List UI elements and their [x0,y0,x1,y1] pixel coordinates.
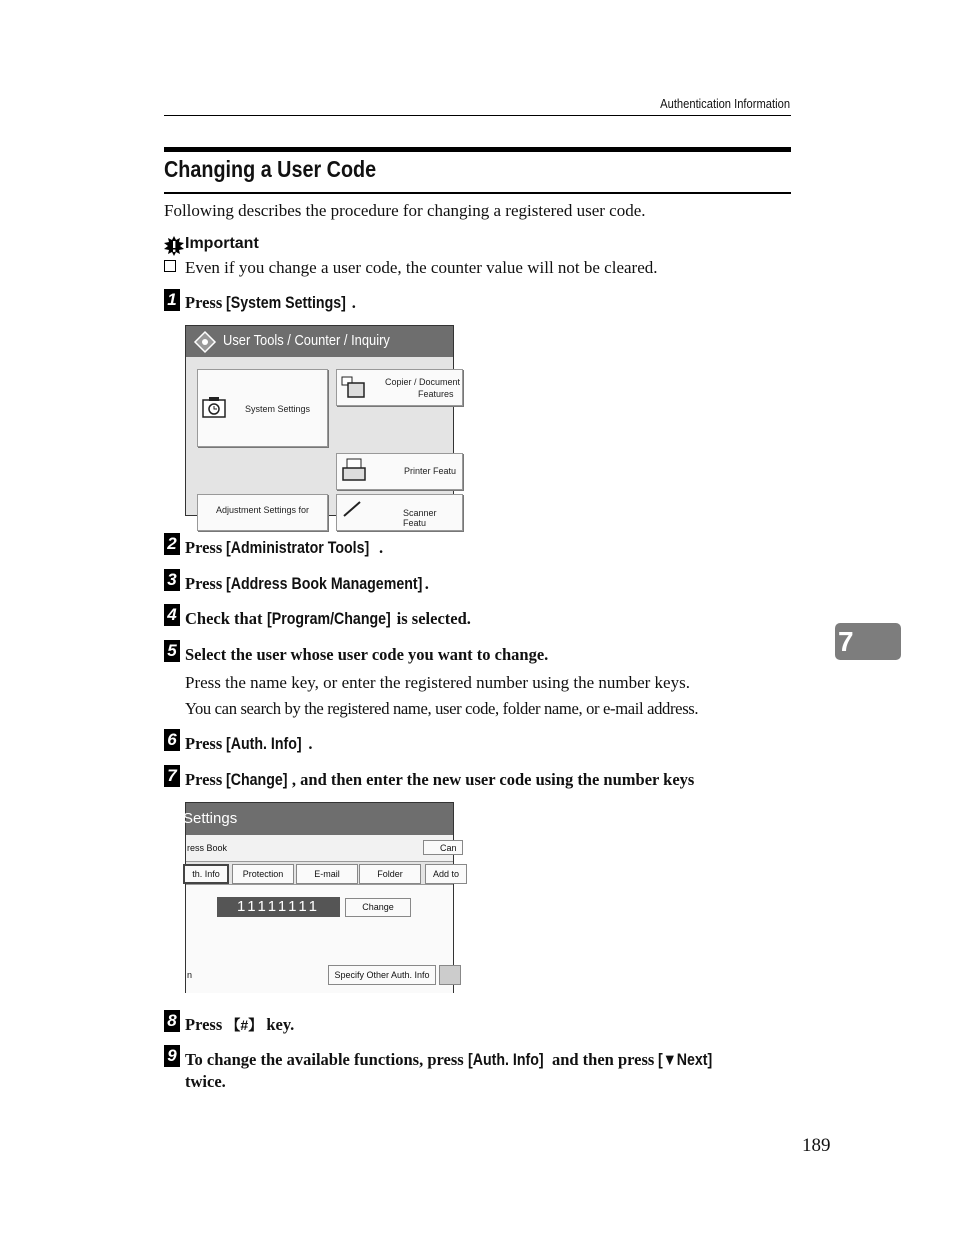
tab-add-to[interactable]: Add to [425,864,467,884]
system-settings-button[interactable]: System Settings [197,369,328,447]
breadcrumb: ress Book [187,843,228,853]
auth-info-screenshot [183,802,460,993]
tab-protection[interactable]: Protection [232,864,294,884]
step-7: Press [Change] , and then enter the new user code using the number keys [185,770,695,789]
important-note: Even if you change a user code, the counter value will not be cleared. [185,258,658,277]
section-title: Changing a User Code [164,156,377,182]
screen-title-bar [186,326,453,357]
step-5: Select the user whose user code you want to change. [185,645,549,664]
user-code-field[interactable]: 11111111 [217,897,340,917]
title-rule [164,192,791,194]
breadcrumb-bar [186,835,457,862]
step-number-5: 5 [164,640,180,662]
step-5-detail-1: Press the name key, or enter the registered number using the number keys. [185,673,690,692]
important-icon [164,236,184,256]
step-number-8: 8 [164,1010,180,1032]
step-6: Press [Auth. Info] . [185,734,313,753]
specify-other-auth-info-button[interactable]: Specify Other Auth. Info [328,965,436,985]
tab-email[interactable]: E-mail [296,864,358,884]
scroll-button[interactable] [439,965,461,985]
title-bar [164,147,791,152]
step-9-line-2: twice. [185,1072,226,1091]
step-number-1: 1 [164,289,180,311]
running-header: Authentication Information [660,96,790,111]
page-number: 189 [802,1135,831,1156]
step-number-3: 3 [164,569,180,591]
step-1: Press [System Settings] . [185,293,356,312]
screen-title: Settings [183,810,238,827]
cancel-button[interactable]: Can [423,840,463,855]
step-8: Press 【#】 key. [185,1015,295,1034]
left-label: n [187,970,193,980]
step-number-7: 7 [164,765,180,787]
step-9: To change the available functions, press [Auth. Info] and then press [▼Next] [185,1050,713,1069]
copier-features-button[interactable]: Copier / Document Features [336,369,463,406]
header-rule [164,115,791,116]
step-number-9: 9 [164,1045,180,1067]
step-3: Press [Address Book Management] . [185,574,429,593]
step-number-2: 2 [164,533,180,555]
scanner-icon [342,498,364,518]
printer-features-button[interactable]: Printer Featu [336,453,463,490]
tab-folder[interactable]: Folder [359,864,421,884]
scanner-features-button[interactable]: Scanner Featu [336,494,463,531]
important-label: Important [185,235,259,252]
step-5-detail-2: You can search by the registered name, user code, folder name, or e-mail address. [185,699,699,718]
screen-title-bar [183,803,453,835]
clock-icon [202,396,226,418]
step-2: Press [Administrator Tools] . [185,538,384,557]
copier-icon [340,375,366,399]
step-number-4: 4 [164,604,180,626]
step-4: Check that [Program/Change] is selected. [185,609,471,628]
chapter-tab: 7 [835,623,901,660]
intro-text: Following describes the procedure for changing a registered user code. [164,201,646,220]
printer-icon [342,458,366,484]
user-tools-icon [194,331,216,353]
screen-title: User Tools / Counter / Inquiry [223,332,390,349]
user-tools-screenshot [185,325,461,528]
change-button[interactable]: Change [345,898,411,917]
tab-auth-info[interactable]: th. Info [183,864,229,884]
step-number-6: 6 [164,729,180,751]
adjustment-settings-button[interactable]: Adjustment Settings for [197,494,328,531]
note-checkbox-icon [164,260,176,272]
